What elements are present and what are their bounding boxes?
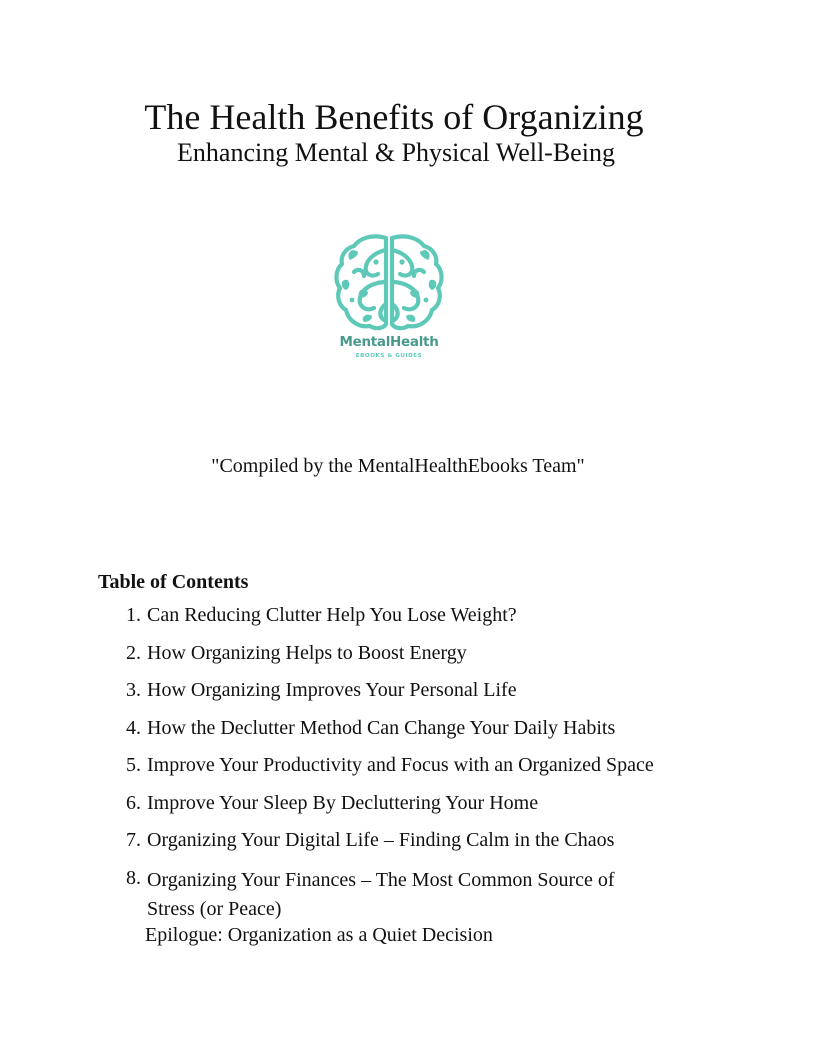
toc-item-number: 5. [126,754,141,776]
toc-item-number: 1. [126,604,141,626]
toc-item-title: How Organizing Improves Your Personal Life [147,679,517,701]
toc-item-title: Improve Your Productivity and Focus with an Organized Space [147,754,654,776]
toc-item [126,828,726,852]
logo-name: MentalHealth [339,334,439,350]
toc-item [126,641,726,665]
toc-heading: Table of Contents [98,571,249,593]
toc-item-title: Can Reducing Clutter Help You Lose Weight? [147,604,517,626]
toc-list [126,603,726,937]
toc-item-number: 2. [126,641,141,664]
toc-item [126,716,726,740]
toc-item-title: How Organizing Helps to Boost Energy [147,641,467,664]
logo-tagline: EBOOKS & GUIDES [355,353,423,359]
toc-item-number: 6. [126,791,141,814]
toc-epilogue: Epilogue: Organization as a Quiet Decision [145,924,493,946]
brain-leaves-icon [328,232,450,332]
toc-item-number: 3. [126,679,141,701]
toc-item-title: Organizing Your Digital Life – Finding Calm in the Chaos [147,829,615,851]
toc-item [126,753,726,777]
toc-item [126,603,726,627]
toc-item-title: How the Declutter Method Can Change Your Daily Habits [147,716,616,739]
toc-item [126,678,726,702]
document-title: The Health Benefits of Organizing [144,97,644,137]
toc-item [126,791,726,815]
toc-item-title: Organizing Your Finances – The Most Common Source of Stress (or Peace) [147,868,615,920]
compiled-by-credit: "Compiled by the MentalHealthEbooks Team" [211,455,585,477]
document-subtitle: Enhancing Mental & Physical Well-Being [177,138,615,167]
toc-item-number: 4. [126,716,141,739]
logo [328,232,450,370]
toc-item [126,866,726,924]
toc-item-number: 7. [126,829,141,851]
toc-item-title: Improve Your Sleep By Decluttering Your Home [147,791,539,814]
toc-item-number: 8. [126,866,141,889]
